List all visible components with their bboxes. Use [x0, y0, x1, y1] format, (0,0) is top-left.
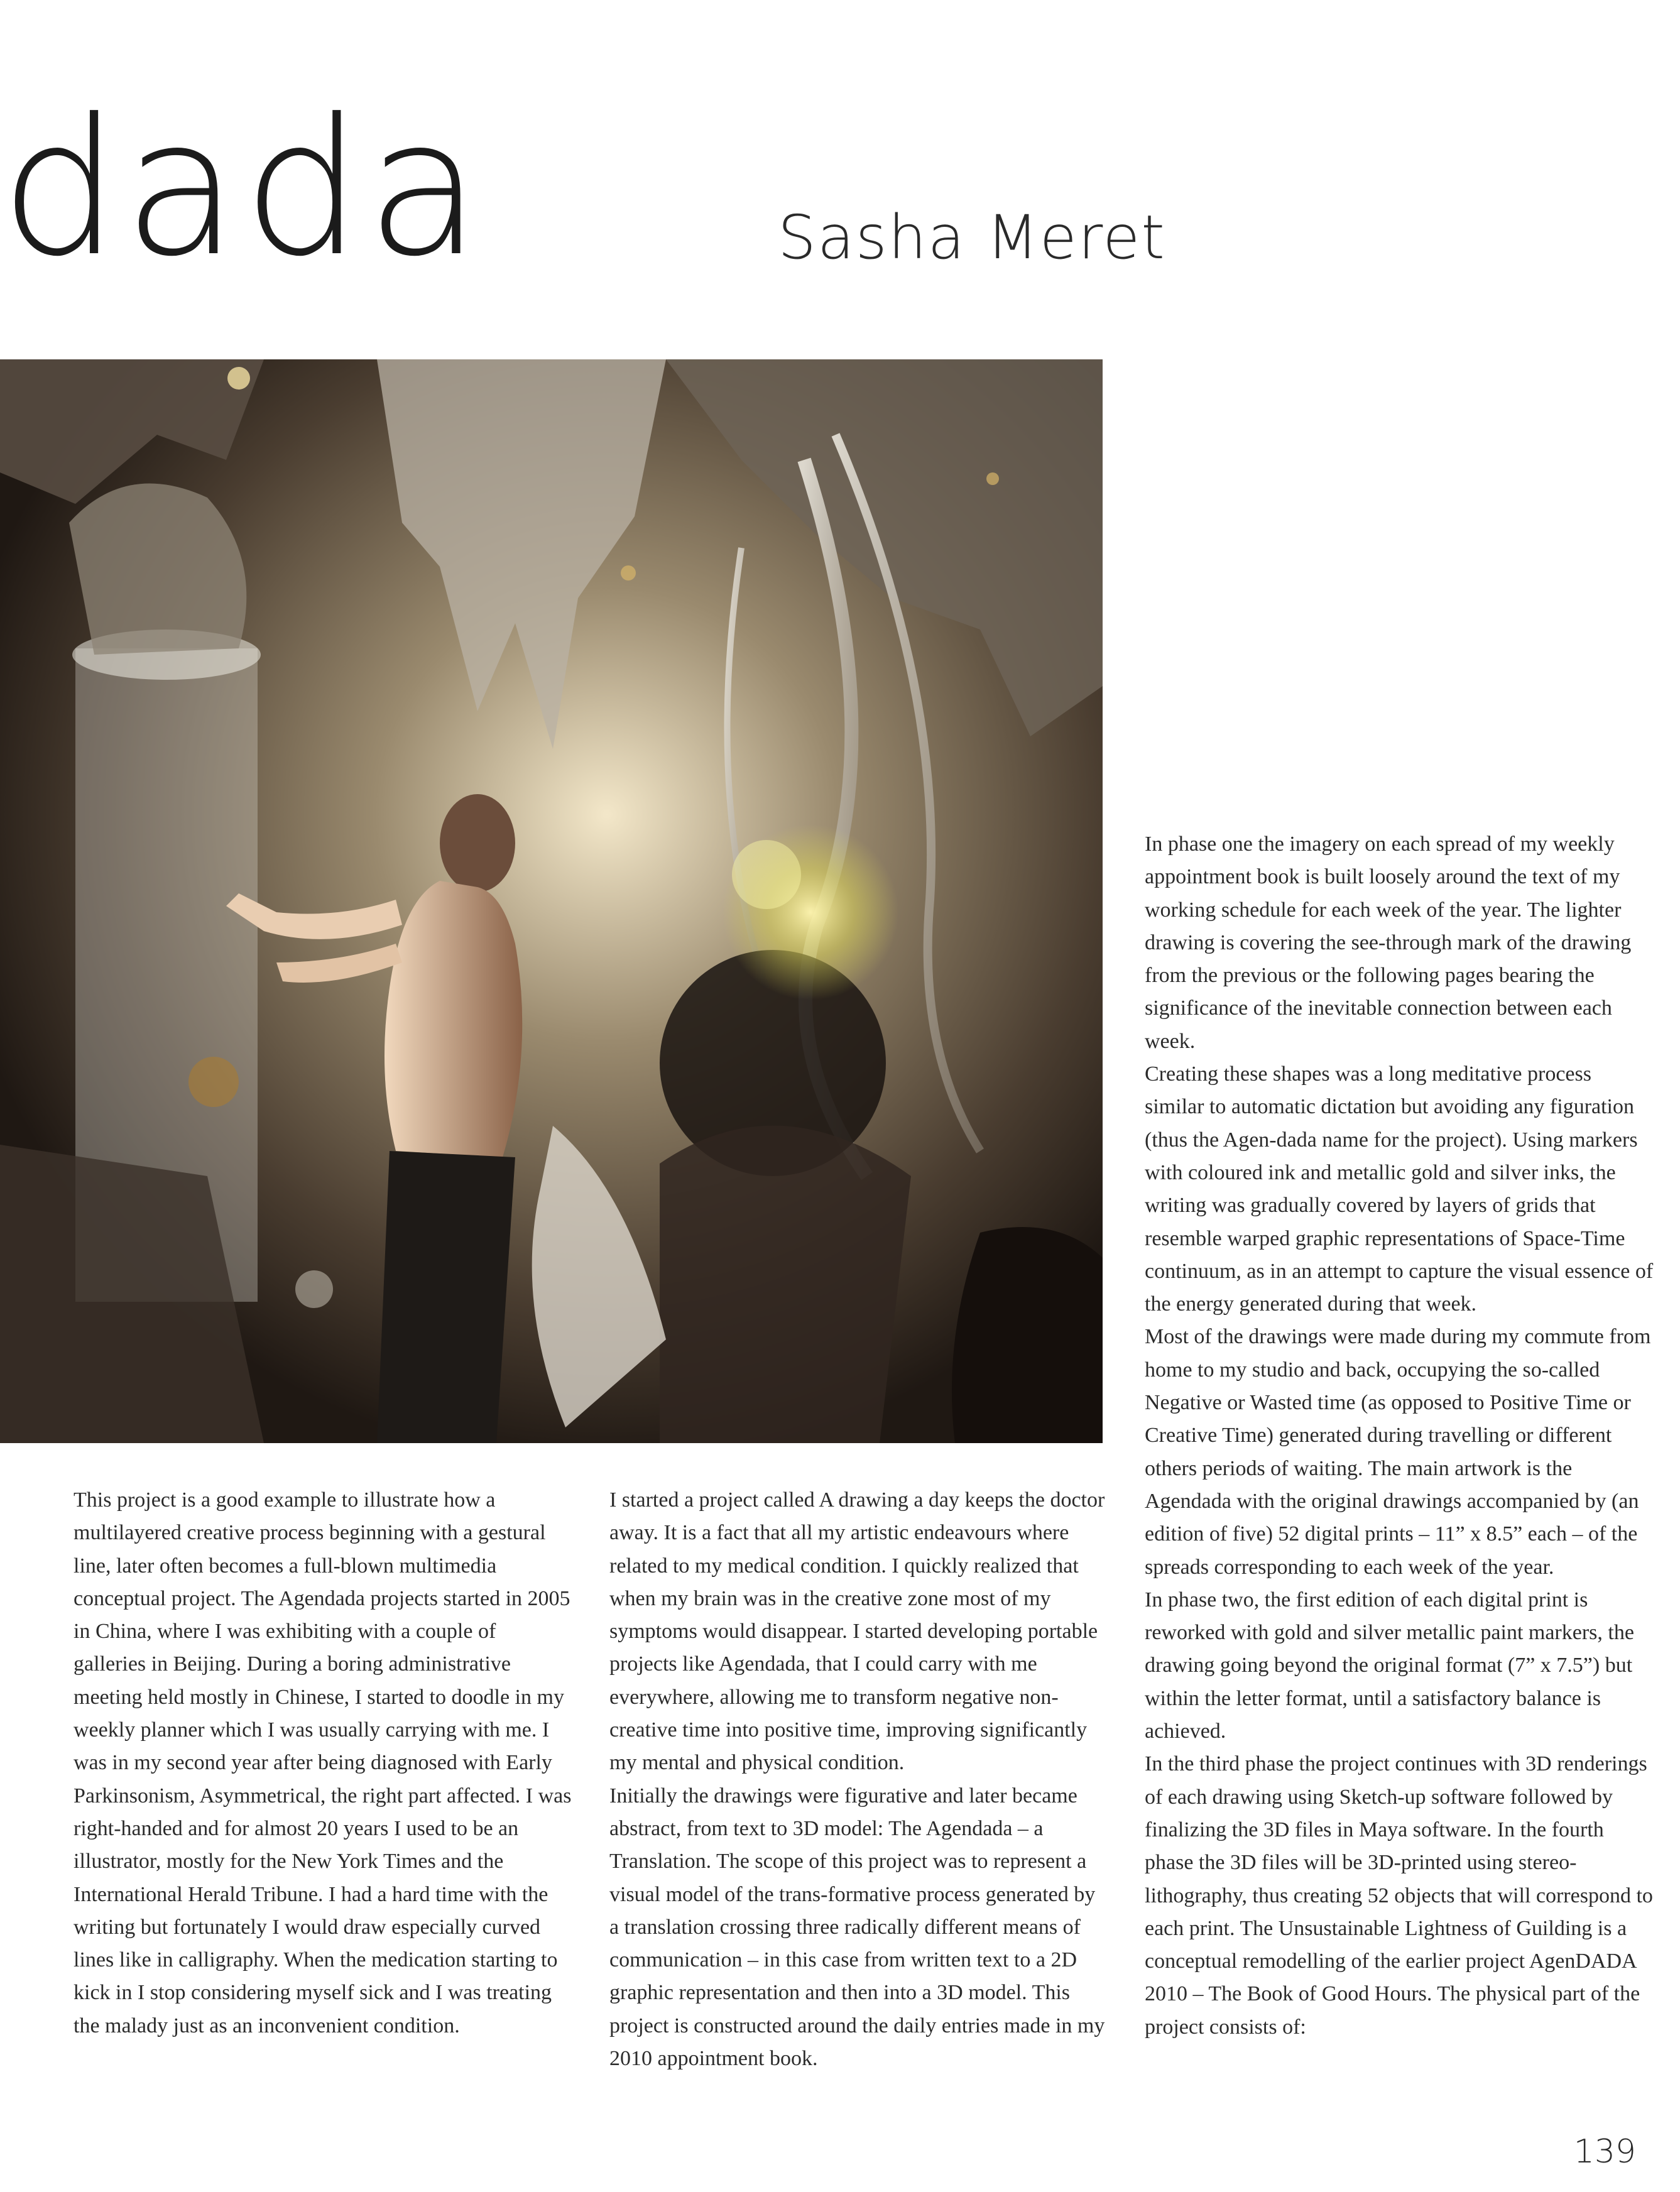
paragraph: This project is a good example to illustrate how a multilayered creative process beginning with a gestural line, later often becomes a full-blown multimedia conceptual project. The Agendada projects started in 2005 in China, where I was exhibiting with a couple of galleries in Beijing. During a boring administrative meeting held mostly in Chinese, I started to doodle in my weekly planner which I was usually carrying with me. I was in my second year after being diagnosed with Early Parkinsonism, Asymmetrical, the right part affected. I was right-handed and for almost 20 years I used to be an illustrator, mostly for the New York Times and the International Herald Tribune. I had a hard time with the writing but fortunately I would draw especially curved lines like in calligraphy. When the medication starting to kick in I stop considering myself sick and I was treating the malady just as an inconvenient condition. — [74, 1488, 572, 2037]
text-column-2 — [609, 1484, 1109, 2075]
paragraph: In the third phase the project continues with 3D renderings of each drawing using Sketch-up software followed by finalizing the 3D files in Maya software. In the fourth phase the 3D files will be 3D-printed using stereo-lithography, thus creating 52 objects that will correspond to each print. The Unsustainable Lightness of Guilding is a conceptual remodelling of the earlier project AgenDADA 2010 – The Book of Good Hours. The physical part of the project consists of: — [1145, 1752, 1653, 2039]
studio-photo — [0, 359, 1103, 1443]
paragraph: In phase two, the first edition of each digital print is reworked with gold and silver metallic paint markers, the drawing going beyond the original format (7” x 7.5”) but within the letter format, until a satisfactory balance is achieved. — [1145, 1588, 1634, 1743]
text-column-3 — [1145, 828, 1654, 2044]
article-title: dada — [0, 79, 486, 298]
page-number: 139 — [1573, 2133, 1636, 2171]
photo-illustration — [0, 359, 1103, 1443]
paragraph: Most of the drawings were made during my commute from home to my studio and back, occupying the so-called Negative or Wasted time (as opposed to Positive Time or Creative Time) generated during travelling or different others periods of waiting. The main artwork is the Agendada with the original drawings accompanied by (an edition of five) 52 digital prints – 11” x 8.5” each – of the spreads corresponding to each week of the year. — [1145, 1325, 1651, 1579]
paragraph: I started a project called A drawing a day keeps the doctor away. It is a fact that all my artistic endeavours where related to my medical condition. I quickly realized that when my brain was in the creative zone most of my symptoms would disappear. I started developing portable projects like Agendada, that I could carry with me everywhere, allowing me to transform negative non-creative time into positive time, improving significantly my mental and physical condition. — [609, 1488, 1105, 1775]
author-name: Sasha Meret — [778, 202, 1166, 273]
paragraph: Initially the drawings were figurative and later became abstract, from text to 3D model: The Agendada – a Translation. The scope of this project was to represent a visual model of the trans-formative process generated by a translation crossing three radically different means of communication – in this case from written text to a 2D graphic representation and then into a 3D model. This project is constructed around the daily entries made in my 2010 appointment book. — [609, 1784, 1105, 2071]
text-column-1 — [74, 1484, 573, 2042]
paragraph: In phase one the imagery on each spread of my weekly appointment book is built loosely around the text of my working schedule for each week of the year. The lighter drawing is covering the see-through mark of the drawing from the previous or the following pages bearing the significance of the inevitable connection between each week. — [1145, 832, 1632, 1053]
paragraph: Creating these shapes was a long meditative process similar to automatic dictation but avoiding any figuration (thus the Agen-dada name for the project). Using markers with coloured ink and metallic gold and silver inks, the writing was gradually covered by layers of grids that resemble warped graphic representations of Space-Time continuum, as in an attempt to capture the visual essence of the energy generated during that week. — [1145, 1062, 1654, 1316]
